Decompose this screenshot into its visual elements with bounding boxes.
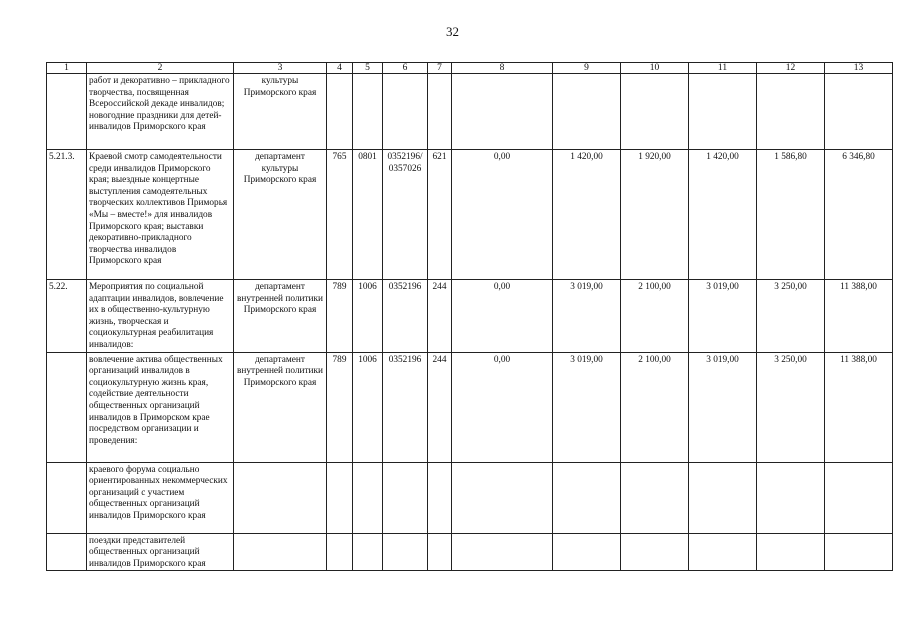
row-value-13 xyxy=(825,74,893,150)
row-code-5: 1006 xyxy=(353,280,383,353)
row-code-5 xyxy=(353,74,383,150)
row-code-6: 0352196/ 0357026 xyxy=(383,150,428,280)
row-value-9 xyxy=(553,533,621,571)
row-code-4: 789 xyxy=(327,352,353,462)
row-value-10: 2 100,00 xyxy=(621,352,689,462)
row-value-8: 0,00 xyxy=(452,150,553,280)
column-header: 4 xyxy=(327,63,353,74)
row-value-12: 1 586,80 xyxy=(757,150,825,280)
row-code-4 xyxy=(327,462,353,533)
table-header-row xyxy=(47,63,893,74)
row-code-4: 789 xyxy=(327,280,353,353)
row-code-7: 244 xyxy=(428,352,452,462)
page-number: 32 xyxy=(446,24,459,39)
table-row xyxy=(47,533,893,571)
column-header: 3 xyxy=(234,63,327,74)
table-row xyxy=(47,280,893,353)
row-description: вовлечение актива общественных организаций инвалидов в социокультурную жизнь края, содействие деятельности общественных организаций инвалидов в Приморском крае посредством организации и проведения: xyxy=(87,352,234,462)
row-value-13: 11 388,00 xyxy=(825,280,893,353)
program-table xyxy=(46,62,893,571)
row-value-12: 3 250,00 xyxy=(757,352,825,462)
row-value-13: 6 346,80 xyxy=(825,150,893,280)
row-code-6 xyxy=(383,462,428,533)
row-value-10: 1 920,00 xyxy=(621,150,689,280)
row-code-7 xyxy=(428,462,452,533)
row-code-7 xyxy=(428,74,452,150)
row-value-11 xyxy=(689,74,757,150)
row-description: работ и декоративно – прикладного творчества, посвященная Всероссийской декаде инвалидов; новогодние праздники для детей-инвалидов Приморского края xyxy=(87,74,234,150)
row-value-9 xyxy=(553,462,621,533)
row-code-7: 621 xyxy=(428,150,452,280)
row-value-11 xyxy=(689,462,757,533)
row-value-8 xyxy=(452,533,553,571)
row-code-6: 0352196 xyxy=(383,280,428,353)
row-number xyxy=(47,533,87,571)
row-value-11 xyxy=(689,533,757,571)
row-description: Мероприятия по социальной адаптации инвалидов, вовлечение их в общественно-культурную жизнь, творческая и социокультурная реабилитация инвалидов: xyxy=(87,280,234,353)
row-description: поездки представителей общественных организаций инвалидов Приморского края xyxy=(87,533,234,571)
row-value-12 xyxy=(757,74,825,150)
row-value-8: 0,00 xyxy=(452,352,553,462)
row-code-5 xyxy=(353,533,383,571)
row-number xyxy=(47,352,87,462)
row-value-8 xyxy=(452,74,553,150)
table-row xyxy=(47,352,893,462)
row-code-7: 244 xyxy=(428,280,452,353)
row-code-7 xyxy=(428,533,452,571)
column-header: 12 xyxy=(757,63,825,74)
row-value-10 xyxy=(621,533,689,571)
row-executor xyxy=(234,533,327,571)
table-row xyxy=(47,150,893,280)
column-header: 7 xyxy=(428,63,452,74)
table-row xyxy=(47,74,893,150)
row-code-6: 0352196 xyxy=(383,352,428,462)
row-value-11: 3 019,00 xyxy=(689,280,757,353)
column-header: 10 xyxy=(621,63,689,74)
row-value-11: 3 019,00 xyxy=(689,352,757,462)
column-header: 13 xyxy=(825,63,893,74)
table-row xyxy=(47,462,893,533)
row-value-10 xyxy=(621,74,689,150)
column-header: 11 xyxy=(689,63,757,74)
row-value-10: 2 100,00 xyxy=(621,280,689,353)
row-description: Краевой смотр самодеятельности среди инвалидов Приморского края; выездные концертные выступления самодеятельных творческих коллективов Приморья «Мы – вместе!» для инвалидов Приморского края; выставки декоративно-прикладного творчества инвалидов Приморского края xyxy=(87,150,234,280)
row-value-8 xyxy=(452,462,553,533)
row-code-4 xyxy=(327,533,353,571)
row-code-4 xyxy=(327,74,353,150)
row-value-10 xyxy=(621,462,689,533)
row-number: 5.22. xyxy=(47,280,87,353)
row-number xyxy=(47,462,87,533)
row-number xyxy=(47,74,87,150)
row-value-11: 1 420,00 xyxy=(689,150,757,280)
row-executor: департамент внутренней политики Приморского края xyxy=(234,280,327,353)
row-value-13: 11 388,00 xyxy=(825,352,893,462)
row-value-12 xyxy=(757,462,825,533)
row-code-5: 0801 xyxy=(353,150,383,280)
row-code-6 xyxy=(383,74,428,150)
row-value-12: 3 250,00 xyxy=(757,280,825,353)
column-header: 9 xyxy=(553,63,621,74)
column-header: 2 xyxy=(87,63,234,74)
row-code-6 xyxy=(383,533,428,571)
row-value-13 xyxy=(825,533,893,571)
row-value-12 xyxy=(757,533,825,571)
column-header: 8 xyxy=(452,63,553,74)
row-code-5 xyxy=(353,462,383,533)
row-value-9: 3 019,00 xyxy=(553,352,621,462)
row-value-9: 3 019,00 xyxy=(553,280,621,353)
row-code-4: 765 xyxy=(327,150,353,280)
row-value-9 xyxy=(553,74,621,150)
column-header: 1 xyxy=(47,63,87,74)
row-description: краевого форума социально ориентированных некоммерческих организаций с участием общественных организаций инвалидов Приморского края xyxy=(87,462,234,533)
row-code-5: 1006 xyxy=(353,352,383,462)
row-executor: департамент культуры Приморского края xyxy=(234,150,327,280)
row-executor xyxy=(234,462,327,533)
row-value-13 xyxy=(825,462,893,533)
row-value-8: 0,00 xyxy=(452,280,553,353)
row-number: 5.21.3. xyxy=(47,150,87,280)
row-value-9: 1 420,00 xyxy=(553,150,621,280)
row-executor: культуры Приморского края xyxy=(234,74,327,150)
column-header: 6 xyxy=(383,63,428,74)
row-executor: департамент внутренней политики Приморского края xyxy=(234,352,327,462)
column-header: 5 xyxy=(353,63,383,74)
